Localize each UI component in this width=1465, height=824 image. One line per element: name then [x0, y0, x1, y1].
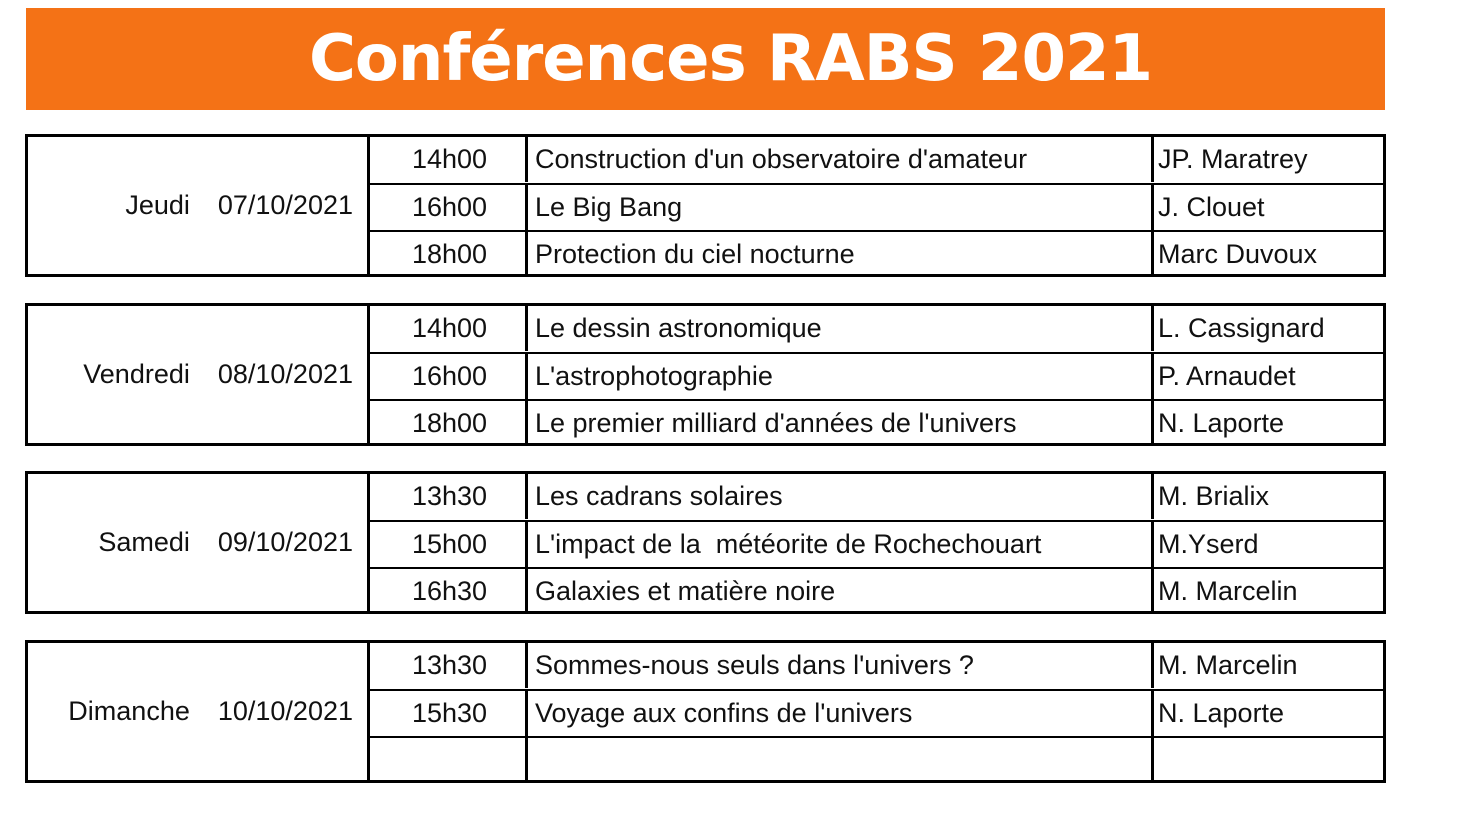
session-speaker: M. Marcelin — [1158, 650, 1298, 680]
session-title: Voyage aux confins de l'univers — [528, 691, 1154, 736]
session-speaker: N. Laporte — [1158, 408, 1285, 438]
day-date: 07/10/2021 — [217, 190, 353, 220]
session-rows — [370, 306, 1383, 443]
session-speaker: M.Yserd — [1158, 529, 1259, 559]
session-time — [370, 738, 528, 783]
session-time: 15h00 — [370, 522, 528, 567]
session-rows — [370, 643, 1383, 780]
session-row — [370, 689, 1383, 736]
day-label — [28, 137, 370, 274]
session-speaker: L. Cassignard — [1158, 313, 1325, 343]
day-name: Vendredi — [83, 359, 190, 389]
session-time: 13h30 — [370, 474, 528, 519]
session-row — [370, 183, 1383, 230]
session-speaker: J. Clouet — [1158, 192, 1265, 222]
page-title: Conférences RABS 2021 — [308, 22, 1153, 96]
session-time: 18h00 — [370, 232, 528, 277]
session-row — [370, 352, 1383, 399]
session-time: 16h30 — [370, 569, 528, 614]
session-speaker: P. Arnaudet — [1158, 361, 1296, 391]
day-date: 10/10/2021 — [217, 696, 353, 726]
day-date: 08/10/2021 — [217, 359, 353, 389]
session-title: L'impact de la météorite de Rochechouart — [528, 522, 1154, 567]
session-title: Protection du ciel nocturne — [528, 232, 1154, 277]
day-block-samedi — [25, 471, 1386, 614]
session-row — [370, 137, 1383, 182]
session-row — [370, 474, 1383, 519]
session-speaker: M. Brialix — [1158, 481, 1270, 511]
session-title: Galaxies et matière noire — [528, 569, 1154, 614]
day-label — [28, 474, 370, 611]
session-row — [370, 643, 1383, 688]
day-date: 09/10/2021 — [217, 527, 353, 557]
session-time: 16h00 — [370, 354, 528, 399]
session-title: Sommes-nous seuls dans l'univers ? — [528, 643, 1154, 688]
session-time: 15h30 — [370, 691, 528, 736]
session-rows — [370, 137, 1383, 274]
day-block-vendredi — [25, 303, 1386, 446]
day-label — [28, 643, 370, 780]
session-time: 18h00 — [370, 401, 528, 446]
day-block-jeudi — [25, 134, 1386, 277]
session-title: Le Big Bang — [528, 185, 1154, 230]
session-title: Construction d'un observatoire d'amateur — [528, 137, 1154, 182]
session-time: 16h00 — [370, 185, 528, 230]
day-name: Samedi — [98, 527, 190, 557]
title-banner — [26, 8, 1385, 110]
session-speaker — [1154, 738, 1383, 783]
session-row — [370, 230, 1383, 277]
session-rows — [370, 474, 1383, 611]
day-name: Jeudi — [125, 190, 190, 220]
session-title: Les cadrans solaires — [528, 474, 1154, 519]
session-row — [370, 520, 1383, 567]
session-time: 14h00 — [370, 306, 528, 351]
session-speaker: N. Laporte — [1158, 698, 1285, 728]
session-title — [528, 738, 1154, 783]
session-title: L'astrophotographie — [528, 354, 1154, 399]
session-row — [370, 567, 1383, 614]
session-time: 13h30 — [370, 643, 528, 688]
session-speaker: M. Marcelin — [1158, 576, 1298, 606]
session-speaker: Marc Duvoux — [1158, 239, 1318, 269]
session-row-empty — [370, 736, 1383, 783]
session-row — [370, 399, 1383, 446]
session-row — [370, 306, 1383, 351]
day-block-dimanche — [25, 640, 1386, 783]
day-label — [28, 306, 370, 443]
session-speaker: JP. Maratrey — [1158, 144, 1308, 174]
session-title: Le dessin astronomique — [528, 306, 1154, 351]
day-name: Dimanche — [68, 696, 190, 726]
session-time: 14h00 — [370, 137, 528, 182]
session-title: Le premier milliard d'années de l'univers — [528, 401, 1154, 446]
